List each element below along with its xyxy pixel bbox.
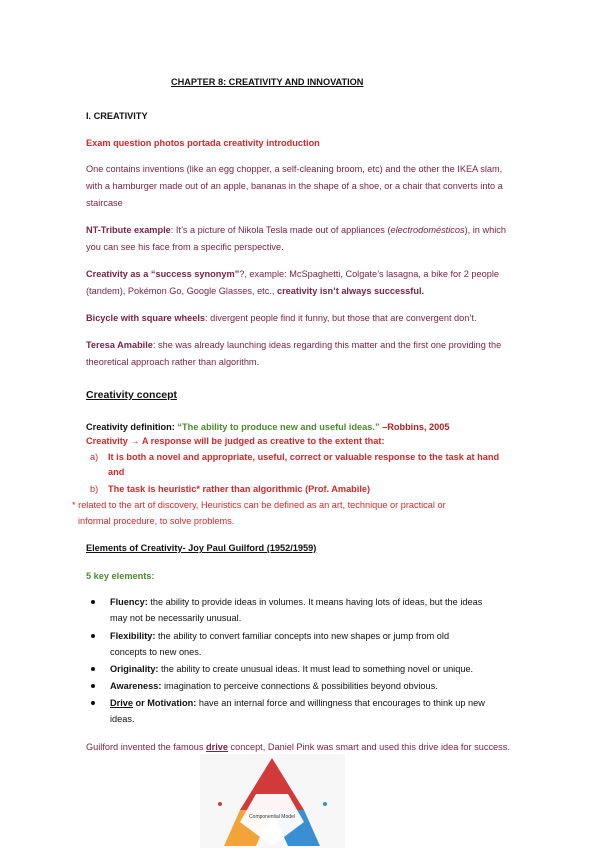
nt-tribute-text-1: : It’s a picture of Nikola Tesla made out of appliances (: [170, 225, 391, 235]
footnote-line-2: informal procedure, to solve problems.: [78, 516, 235, 526]
element-awareness-label: Awareness:: [110, 681, 162, 691]
amabile-paragraph: [86, 339, 501, 351]
criteria-b-line: The task is heuristic* rather than algorithmic (Prof. Amabile): [108, 484, 371, 494]
element-originality: [110, 663, 473, 675]
nt-tribute-text-2: ), in which: [464, 225, 506, 235]
footnote-line-1: * related to the art of discovery, Heuristics can be defined as an art, technique or practical or: [72, 500, 446, 510]
amabile-line-2: theoretical approach rather than algorithm.: [86, 357, 260, 367]
nt-tribute-italic: electrodomésticos: [390, 225, 465, 235]
bullet-dot: [91, 684, 95, 688]
element-originality-text: the ability to create unusual ideas. It must lead to something novel or unique.: [158, 664, 474, 674]
nt-tribute-label: NT-Tribute example: [86, 225, 171, 235]
element-flexibility-cont: concepts to new ones.: [110, 647, 202, 657]
definition-line: [86, 421, 450, 433]
synonym-line-2b: creativity isn’t always successful.: [276, 286, 425, 296]
element-originality-label: Originality:: [110, 664, 159, 674]
criteria-a-line-2: and: [108, 467, 125, 477]
inventions-line-1: One contains inventions (like an egg chopper, a self-cleaning broom, etc) and the other the IKEA slam,: [86, 164, 503, 174]
element-fluency-label: Fluency:: [110, 597, 148, 607]
element-fluency-cont: may not be necessarily unusual.: [110, 613, 242, 623]
element-fluency: [110, 596, 482, 608]
bicycle-label: Bicycle with square wheels: [86, 313, 205, 323]
criteria-a-marker: a): [90, 452, 99, 462]
criteria-b-marker: b): [90, 484, 99, 494]
inventions-line-3: staircase: [86, 198, 123, 208]
synonym-line-2a: (tandem), Pokémon Go, Google Glasses, etc.,: [86, 286, 277, 296]
componential-model-figure: [200, 754, 345, 848]
element-flexibility-label: Flexibility:: [110, 631, 156, 641]
section-title: I. CREATIVITY: [86, 111, 148, 121]
center-label: Componential Model: [249, 814, 295, 820]
amabile-label: Teresa Amabile: [86, 340, 153, 350]
amabile-text: : she was already launching ideas regarding this matter and the first one providing the: [152, 340, 502, 350]
bicycle-paragraph: [86, 312, 477, 324]
legend-dot-red: [218, 802, 222, 806]
element-drive-text: have an internal force and willingness that encourages to think up new: [196, 698, 485, 708]
bullet-dot: [91, 701, 95, 705]
creativity-arrow-line: Creativity → A response will be judged as creative to the extent that:: [86, 436, 385, 446]
element-awareness-text: imagination to perceive connections & possibilities beyond obvious.: [161, 681, 438, 691]
chapter-title: CHAPTER 8: CREATIVITY AND INNOVATION: [171, 77, 364, 87]
synonym-paragraph: [86, 268, 499, 280]
key-elements-label: 5 key elements:: [86, 571, 155, 581]
guilford-text-1: Guilford invented the famous: [86, 742, 207, 752]
element-awareness: [110, 680, 438, 692]
creativity-concept-heading: Creativity concept: [86, 389, 178, 401]
inventions-line-2: with a hamburger made out of an apple, bananas in the shape of a shoe, or a chair that converts into a: [86, 181, 503, 191]
bicycle-text: : divergent people find it funny, but those that are convergent don’t.: [204, 313, 477, 323]
elements-heading: Elements of Creativity- Joy Paul Guilford (1952/1959): [86, 543, 317, 553]
nt-tribute-line-2: you can see his face from a specific perspective.: [86, 242, 284, 252]
element-fluency-text: the ability to provide ideas in volumes. It means having lots of ideas, but the ideas: [147, 597, 483, 607]
synonym-label: Creativity as a “success synonym”: [86, 269, 240, 279]
bullet-dot: [91, 667, 95, 671]
bullet-dot: [91, 634, 95, 638]
element-drive-label: Drive: [110, 698, 133, 708]
legend-dot-blue: [323, 802, 327, 806]
definition-quote: “The ability to produce new and useful ideas.”: [177, 422, 380, 432]
guilford-paragraph: [86, 741, 510, 753]
synonym-text-1: ?, example: McSpaghetti, Colgate’s lasagna, a bike for 2 people: [239, 269, 500, 279]
guilford-text-2: concept, Daniel Pink was smart and used this drive idea for success.: [228, 742, 510, 752]
element-flexibility-text: the ability to convert familiar concepts into new shapes or jump from old: [155, 631, 450, 641]
exam-heading: Exam question photos portada creativity introduction: [86, 138, 320, 148]
element-flexibility: [110, 630, 449, 642]
componential-model-diagram: [200, 754, 345, 848]
definition-source: –Robbins, 2005: [379, 422, 450, 432]
criteria-a-line-1: It is both a novel and appropriate, useful, correct or valuable response to the task at hand: [108, 452, 500, 462]
element-drive: [110, 697, 485, 709]
bullet-dot: [91, 600, 95, 604]
guilford-drive: drive: [206, 742, 228, 752]
nt-tribute-paragraph: [86, 224, 506, 236]
synonym-line-2: [86, 285, 424, 297]
element-drive-cont: ideas.: [110, 714, 135, 724]
element-drive-label-2: or Motivation:: [132, 698, 197, 708]
definition-label: Creativity definition:: [86, 422, 178, 432]
